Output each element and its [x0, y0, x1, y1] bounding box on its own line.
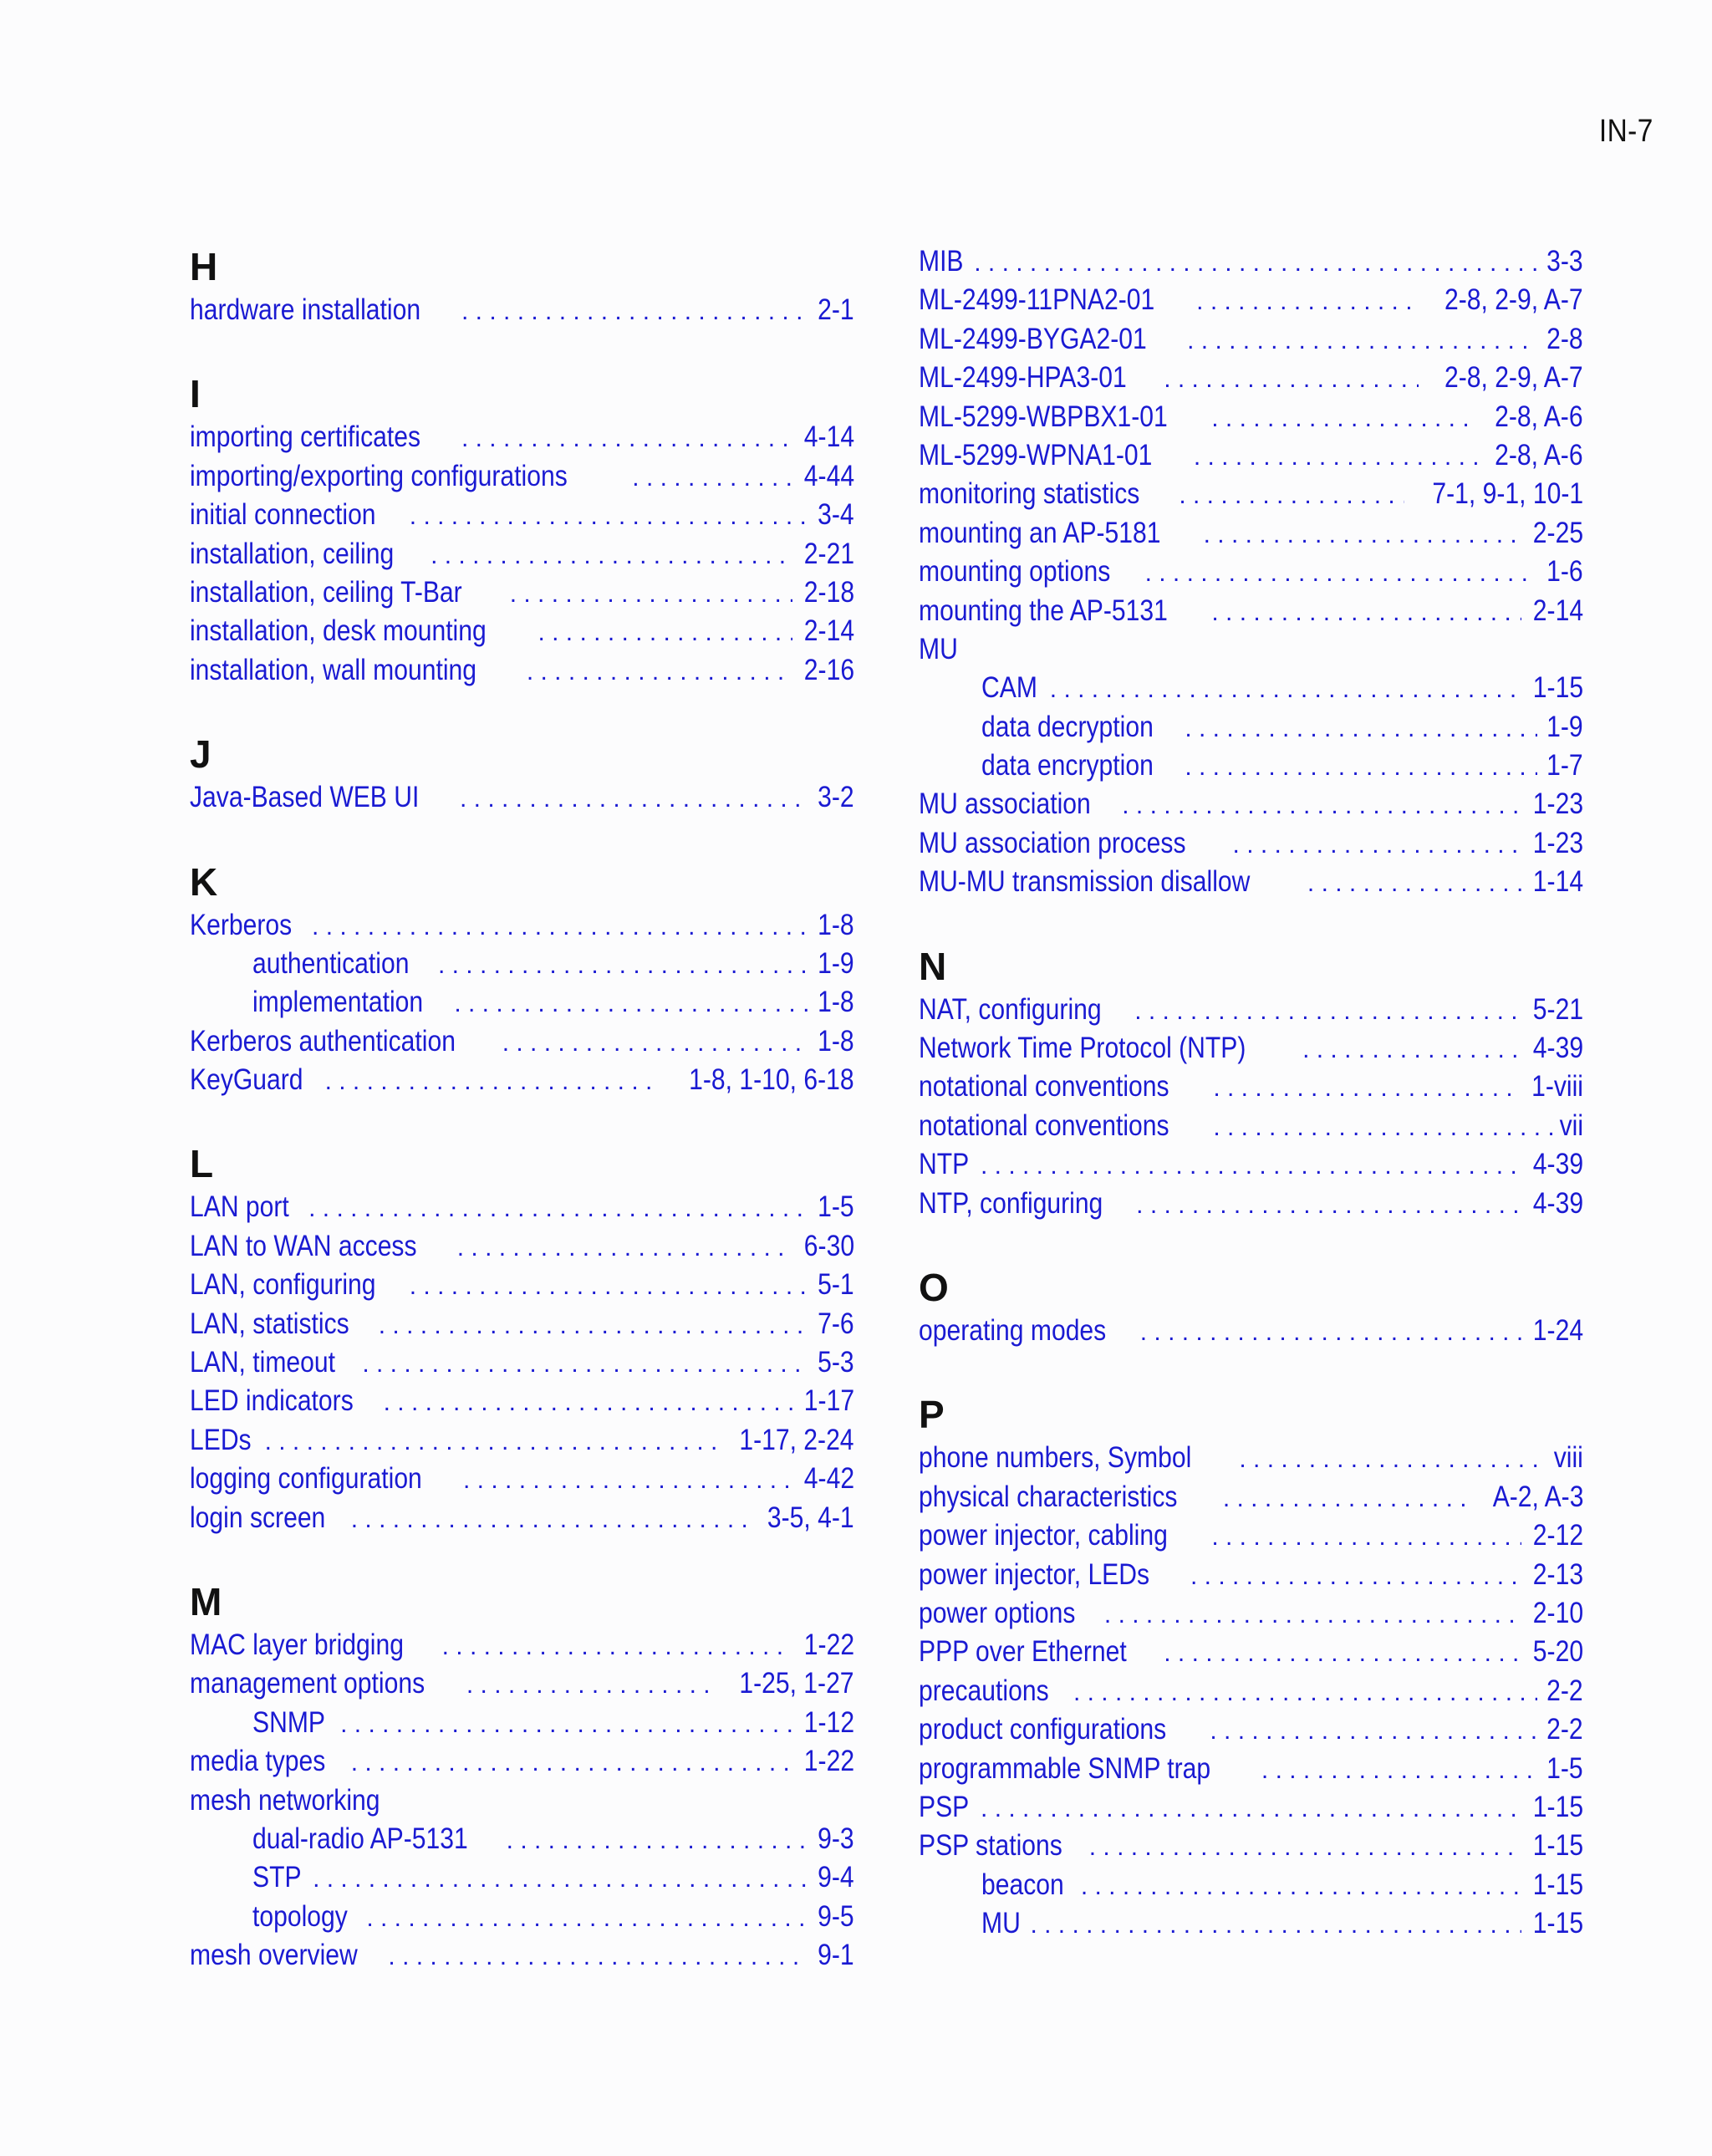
- index-page-refs[interactable]: 1-viii: [1531, 1070, 1583, 1103]
- index-page-refs[interactable]: 1-24: [1532, 1313, 1583, 1347]
- index-term[interactable]: power injector, LEDs: [919, 1557, 1150, 1591]
- page-number: IN-7: [1599, 114, 1653, 149]
- index-term[interactable]: media types: [190, 1745, 326, 1778]
- index-entry[interactable]: [919, 630, 1583, 669]
- index-term[interactable]: management options: [190, 1667, 425, 1700]
- index-page-refs[interactable]: 2-2: [1546, 1674, 1583, 1707]
- index-entry[interactable]: [190, 573, 854, 612]
- index-page-refs[interactable]: 6-30: [803, 1229, 854, 1262]
- dot-leader: [454, 985, 808, 1022]
- index-column-right: [919, 242, 1583, 1943]
- index-term[interactable]: Network Time Protocol (NTP): [919, 1032, 1246, 1065]
- index-subentry[interactable]: [190, 1704, 854, 1742]
- index-entry[interactable]: [190, 1022, 854, 1061]
- index-page-refs[interactable]: 1-15: [1532, 1829, 1583, 1863]
- index-entry[interactable]: [919, 1556, 1583, 1594]
- index-term[interactable]: mounting an AP-5181: [919, 516, 1161, 549]
- index-entry[interactable]: [919, 320, 1583, 359]
- index-term[interactable]: Java-Based WEB UI: [190, 781, 420, 814]
- index-entry[interactable]: [190, 1626, 854, 1664]
- index-term[interactable]: installation, desk mounting: [190, 614, 487, 648]
- index-entry[interactable]: [190, 457, 854, 496]
- index-page-refs[interactable]: 4-44: [803, 459, 854, 492]
- index-page-refs[interactable]: 1-15: [1532, 1790, 1583, 1823]
- index-term[interactable]: logging configuration: [190, 1462, 422, 1496]
- index-term[interactable]: phone numbers, Symbol: [919, 1441, 1192, 1475]
- index-entry[interactable]: [190, 1781, 854, 1820]
- dot-leader: [1140, 1313, 1521, 1350]
- index-page-refs[interactable]: 1-15: [1532, 1907, 1583, 1940]
- dot-leader: [1030, 1906, 1521, 1943]
- dot-leader: [981, 1790, 1521, 1827]
- index-term[interactable]: Kerberos authentication: [190, 1024, 456, 1058]
- index-term[interactable]: installation, ceiling: [190, 537, 395, 570]
- index-page-refs[interactable]: 2-18: [803, 575, 854, 609]
- index-term[interactable]: PSP stations: [919, 1829, 1062, 1863]
- index-term[interactable]: authentication: [252, 946, 410, 980]
- index-page-refs[interactable]: 9-3: [818, 1822, 854, 1855]
- index-page-refs[interactable]: 2-8, 2-9, A-7: [1444, 361, 1583, 395]
- dot-leader: [502, 1024, 809, 1061]
- index-page-refs[interactable]: 4-14: [803, 420, 854, 454]
- index-page-refs[interactable]: 5-3: [818, 1346, 854, 1379]
- index-page-refs[interactable]: A-2, A-3: [1492, 1480, 1583, 1513]
- index-entry[interactable]: [190, 1305, 854, 1343]
- dot-leader: [325, 1063, 660, 1099]
- dot-leader: [1164, 1634, 1521, 1671]
- index-term[interactable]: LAN port: [190, 1190, 289, 1224]
- index-term[interactable]: MAC layer bridging: [190, 1628, 404, 1661]
- index-letter-heading: H: [190, 245, 218, 288]
- index-page-refs[interactable]: 7-6: [818, 1307, 854, 1340]
- index-term[interactable]: mounting the AP-5131: [919, 594, 1168, 627]
- index-entry[interactable]: [190, 651, 854, 690]
- index-term[interactable]: mesh networking: [190, 1783, 380, 1817]
- index-page-refs[interactable]: 1-22: [803, 1628, 854, 1661]
- index-term[interactable]: data encryption: [981, 749, 1154, 782]
- index-entry[interactable]: [190, 778, 854, 817]
- index-term[interactable]: LEDs: [190, 1423, 252, 1456]
- dot-leader: [438, 946, 808, 983]
- index-entry[interactable]: [919, 1107, 1583, 1145]
- index-page-refs[interactable]: 1-9: [1546, 710, 1583, 743]
- dot-leader: [457, 1229, 792, 1266]
- dot-leader: [1179, 477, 1404, 513]
- index-term[interactable]: LAN to WAN access: [190, 1229, 417, 1262]
- index-page-refs[interactable]: 3-4: [818, 498, 854, 532]
- dot-leader: [460, 780, 808, 817]
- index-term[interactable]: power options: [919, 1596, 1076, 1629]
- dot-leader: [1211, 1518, 1521, 1555]
- index-page-refs[interactable]: 1-15: [1532, 1868, 1583, 1901]
- index-entry[interactable]: [919, 475, 1583, 513]
- index-entry[interactable]: [919, 1145, 1583, 1184]
- index-page-refs[interactable]: 9-5: [818, 1899, 854, 1933]
- index-term[interactable]: importing/exporting configurations: [190, 459, 568, 492]
- index-letter-heading: L: [190, 1142, 214, 1186]
- dot-leader: [312, 908, 808, 945]
- index-subentry[interactable]: [919, 669, 1583, 707]
- index-entry[interactable]: [919, 1439, 1583, 1477]
- index-subentry[interactable]: [190, 945, 854, 983]
- index-page-refs[interactable]: 2-13: [1532, 1557, 1583, 1591]
- index-term[interactable]: CAM: [981, 671, 1037, 705]
- index-page-refs[interactable]: 1-8: [818, 908, 854, 941]
- index-term[interactable]: LAN, timeout: [190, 1346, 335, 1379]
- index-page-refs[interactable]: 2-16: [803, 653, 854, 686]
- dot-leader: [431, 537, 792, 573]
- dot-leader: [1050, 670, 1521, 707]
- index-entry[interactable]: [919, 1672, 1583, 1710]
- index-term[interactable]: LAN, statistics: [190, 1307, 349, 1340]
- index-letter-heading: J: [190, 732, 211, 777]
- dot-leader: [1187, 322, 1537, 359]
- dot-leader: [527, 653, 792, 690]
- index-page-refs[interactable]: 2-25: [1532, 516, 1583, 549]
- index-term[interactable]: physical characteristics: [919, 1480, 1178, 1513]
- index-term[interactable]: MIB: [919, 245, 964, 278]
- index-entry[interactable]: [919, 1633, 1583, 1671]
- index-term[interactable]: precautions: [919, 1674, 1049, 1707]
- index-page-refs[interactable]: 3-2: [818, 781, 854, 814]
- index-subentry[interactable]: [919, 747, 1583, 785]
- dot-leader: [1190, 1557, 1521, 1594]
- index-entry[interactable]: [919, 398, 1583, 436]
- index-entry[interactable]: [919, 991, 1583, 1029]
- dot-leader: [461, 293, 808, 329]
- dot-leader: [442, 1628, 792, 1664]
- index-page-refs[interactable]: 1-9: [818, 946, 854, 980]
- dot-leader: [362, 1345, 808, 1382]
- index-term[interactable]: topology: [252, 1899, 348, 1933]
- dot-leader: [1185, 710, 1537, 747]
- index-entry[interactable]: [190, 1188, 854, 1226]
- index-term[interactable]: programmable SNMP trap: [919, 1751, 1211, 1785]
- index-term[interactable]: notational conventions: [919, 1109, 1169, 1142]
- index-entry[interactable]: [919, 1827, 1583, 1865]
- index-subentry[interactable]: [190, 1820, 854, 1858]
- dot-leader: [463, 1461, 792, 1498]
- dot-leader: [1185, 748, 1537, 785]
- index-page-refs[interactable]: 1-15: [1532, 671, 1583, 705]
- index-entry[interactable]: [190, 1061, 854, 1099]
- index-letter-heading: M: [190, 1579, 222, 1623]
- dot-leader: [466, 1666, 718, 1703]
- dot-leader: [1211, 594, 1521, 630]
- index-entry[interactable]: [190, 291, 854, 329]
- index-term[interactable]: mounting options: [919, 555, 1111, 589]
- dot-leader: [1302, 1031, 1521, 1068]
- index-page-refs[interactable]: 2-14: [1532, 594, 1583, 627]
- index-entry[interactable]: [190, 1664, 854, 1703]
- index-page-refs[interactable]: 5-1: [818, 1268, 854, 1302]
- index-term[interactable]: MU: [981, 1907, 1021, 1940]
- index-entry[interactable]: [919, 785, 1583, 823]
- index-page-refs[interactable]: vii: [1559, 1109, 1583, 1142]
- index-term[interactable]: login screen: [190, 1501, 326, 1534]
- index-term[interactable]: importing certificates: [190, 420, 421, 454]
- index-page-refs[interactable]: 2-21: [803, 537, 854, 570]
- index-subentry[interactable]: [919, 708, 1583, 747]
- index-entry[interactable]: [190, 1936, 854, 1975]
- index-subentry[interactable]: [190, 983, 854, 1022]
- index-term[interactable]: initial connection: [190, 498, 376, 532]
- index-term[interactable]: NTP, configuring: [919, 1186, 1103, 1220]
- dot-leader: [351, 1744, 792, 1781]
- index-entry[interactable]: [190, 496, 854, 534]
- index-term[interactable]: LAN, configuring: [190, 1268, 376, 1302]
- index-column-left: [190, 242, 854, 1975]
- index-subentry[interactable]: [919, 1904, 1583, 1943]
- index-page-refs[interactable]: 3-3: [1546, 245, 1583, 278]
- index-term[interactable]: beacon: [981, 1868, 1064, 1901]
- dot-leader: [1136, 1186, 1521, 1223]
- dot-leader: [1196, 283, 1419, 319]
- index-entry[interactable]: [919, 1594, 1583, 1633]
- index-entry[interactable]: [919, 242, 1583, 281]
- index-entry[interactable]: [919, 863, 1583, 901]
- index-page-refs[interactable]: 4-39: [1532, 1032, 1583, 1065]
- dot-leader: [1122, 787, 1521, 823]
- index-page-refs[interactable]: 1-8: [818, 1024, 854, 1058]
- index-entry[interactable]: [919, 1478, 1583, 1516]
- index-page-refs[interactable]: 1-25, 1-27: [739, 1667, 854, 1700]
- index-term[interactable]: MU: [919, 632, 958, 665]
- dot-leader: [1089, 1828, 1521, 1865]
- dot-leader: [384, 1384, 792, 1420]
- index-term[interactable]: MU association process: [919, 826, 1186, 859]
- index-term[interactable]: PSP: [919, 1790, 970, 1823]
- index-page-refs[interactable]: 1-5: [1546, 1751, 1583, 1785]
- index-entry[interactable]: [919, 1750, 1583, 1788]
- dot-leader: [1213, 1069, 1520, 1106]
- index-entry[interactable]: [919, 1312, 1583, 1350]
- index-page-refs[interactable]: 2-2: [1546, 1713, 1583, 1746]
- index-page-refs[interactable]: 4-39: [1532, 1186, 1583, 1220]
- index-term[interactable]: ML-2499-BYGA2-01: [919, 322, 1147, 355]
- dot-leader: [974, 244, 1537, 281]
- index-term[interactable]: Kerberos: [190, 908, 293, 941]
- index-entry[interactable]: [919, 281, 1583, 319]
- index-page-refs[interactable]: 4-39: [1532, 1148, 1583, 1181]
- dot-leader: [1211, 400, 1477, 436]
- index-letter-heading: N: [919, 944, 947, 988]
- index-subentry[interactable]: [919, 1866, 1583, 1904]
- index-entry[interactable]: [190, 1343, 854, 1382]
- index-term[interactable]: ML-2499-11PNA2-01: [919, 283, 1155, 317]
- dot-leader: [1204, 516, 1521, 553]
- index-page-refs[interactable]: 5-20: [1532, 1635, 1583, 1669]
- dot-leader: [313, 1860, 808, 1897]
- index-page-refs[interactable]: 1-23: [1532, 826, 1583, 859]
- dot-leader: [379, 1307, 809, 1343]
- dot-leader: [410, 497, 809, 534]
- dot-leader: [340, 1705, 792, 1742]
- index-entry[interactable]: [190, 1742, 854, 1781]
- index-page-refs[interactable]: 9-1: [818, 1939, 854, 1972]
- index-page-refs[interactable]: 1-7: [1546, 749, 1583, 782]
- dot-leader: [308, 1190, 808, 1226]
- index-term[interactable]: implementation: [252, 986, 424, 1019]
- index-term[interactable]: operating modes: [919, 1313, 1107, 1347]
- index-page-refs[interactable]: 1-5: [818, 1190, 854, 1224]
- dot-leader: [1164, 360, 1419, 397]
- index-letter-heading: P: [919, 1393, 945, 1437]
- index-subentry[interactable]: [190, 1898, 854, 1936]
- dot-leader: [1081, 1868, 1521, 1904]
- index-entry[interactable]: [190, 1227, 854, 1266]
- index-entry[interactable]: [919, 436, 1583, 475]
- index-page-refs[interactable]: 9-4: [818, 1861, 854, 1894]
- dot-leader: [1233, 826, 1521, 863]
- index-term[interactable]: ML-2499-HPA3-01: [919, 361, 1127, 395]
- index-page-refs[interactable]: 1-8, 1-10, 6-18: [689, 1063, 854, 1097]
- dot-leader: [366, 1899, 808, 1936]
- dot-leader: [538, 614, 792, 650]
- index-entry[interactable]: [919, 553, 1583, 591]
- index-entry[interactable]: [190, 1266, 854, 1304]
- dot-leader: [1239, 1440, 1546, 1477]
- dot-leader: [1213, 1109, 1552, 1145]
- index-entry[interactable]: [190, 1460, 854, 1498]
- index-page-refs[interactable]: 1-23: [1532, 787, 1583, 821]
- index-entry[interactable]: [919, 514, 1583, 553]
- index-page-refs[interactable]: 1-22: [803, 1745, 854, 1778]
- dot-leader: [1261, 1751, 1538, 1788]
- index-term[interactable]: SNMP: [252, 1705, 325, 1739]
- index-entry[interactable]: [190, 418, 854, 456]
- index-term[interactable]: MU-MU transmission disallow: [919, 865, 1251, 899]
- index-page-refs[interactable]: viii: [1553, 1441, 1583, 1475]
- index-entry[interactable]: [190, 1382, 854, 1420]
- index-page-refs[interactable]: 1-14: [1532, 865, 1583, 899]
- index-page-refs[interactable]: 2-8, A-6: [1495, 438, 1583, 471]
- index-term[interactable]: ML-5299-WBPBX1-01: [919, 400, 1168, 433]
- index-term[interactable]: KeyGuard: [190, 1063, 303, 1097]
- index-page-refs[interactable]: 2-8, A-6: [1495, 400, 1583, 433]
- index-letter-heading: K: [190, 859, 218, 904]
- index-term[interactable]: LED indicators: [190, 1384, 354, 1418]
- index-page-refs[interactable]: 2-12: [1532, 1519, 1583, 1552]
- dot-leader: [510, 575, 792, 612]
- index-letter-heading: O: [919, 1265, 949, 1309]
- index-term[interactable]: ML-5299-WPNA1-01: [919, 438, 1153, 471]
- dot-leader: [1104, 1596, 1521, 1633]
- index-term[interactable]: notational conventions: [919, 1070, 1169, 1103]
- index-term[interactable]: power injector, cabling: [919, 1519, 1168, 1552]
- dot-leader: [461, 420, 792, 456]
- dot-leader: [351, 1501, 751, 1537]
- index-page-refs[interactable]: 2-1: [818, 293, 854, 326]
- index-page-refs[interactable]: 2-8: [1546, 322, 1583, 355]
- dot-leader: [1210, 1712, 1537, 1749]
- dot-leader: [1307, 864, 1521, 901]
- index-entry[interactable]: [919, 1710, 1583, 1749]
- index-term[interactable]: monitoring statistics: [919, 477, 1140, 511]
- dot-leader: [981, 1147, 1521, 1184]
- dot-leader: [410, 1267, 809, 1304]
- dot-leader: [1194, 438, 1478, 475]
- index-term[interactable]: dual-radio AP-5131: [252, 1822, 468, 1855]
- dot-leader: [1134, 992, 1521, 1029]
- index-entry[interactable]: [190, 906, 854, 945]
- index-subentry[interactable]: [190, 1858, 854, 1897]
- index-entry[interactable]: [190, 1421, 854, 1460]
- index-page-refs[interactable]: 1-6: [1546, 555, 1583, 589]
- index-page-refs[interactable]: 4-42: [803, 1462, 854, 1496]
- index-page-refs[interactable]: 2-8, 2-9, A-7: [1444, 283, 1583, 317]
- index-page-refs[interactable]: 1-12: [803, 1705, 854, 1739]
- dot-leader: [1073, 1674, 1537, 1710]
- index-page-refs[interactable]: 1-17: [803, 1384, 854, 1418]
- index-term[interactable]: NAT, configuring: [919, 992, 1102, 1026]
- index-page-refs[interactable]: 2-10: [1532, 1596, 1583, 1629]
- index-entry[interactable]: [919, 1029, 1583, 1068]
- index-page-refs[interactable]: 1-17, 2-24: [739, 1423, 854, 1456]
- index-entry[interactable]: [919, 592, 1583, 630]
- dot-leader: [265, 1423, 718, 1460]
- index-term[interactable]: installation, ceiling T-Bar: [190, 575, 462, 609]
- index-term[interactable]: PPP over Ethernet: [919, 1635, 1127, 1669]
- index-term[interactable]: data decryption: [981, 710, 1154, 743]
- index-page-refs[interactable]: 1-8: [818, 986, 854, 1019]
- index-page-refs[interactable]: 3-5, 4-1: [767, 1501, 854, 1534]
- index-entry[interactable]: [919, 1185, 1583, 1223]
- index-term[interactable]: installation, wall mounting: [190, 653, 476, 686]
- index-entry[interactable]: [190, 612, 854, 650]
- index-term[interactable]: MU association: [919, 787, 1091, 821]
- index-page-refs[interactable]: 2-14: [803, 614, 854, 648]
- index-entry[interactable]: [190, 535, 854, 573]
- index-term[interactable]: product configurations: [919, 1713, 1167, 1746]
- index-page-refs[interactable]: 5-21: [1532, 992, 1583, 1026]
- index-term[interactable]: STP: [252, 1861, 302, 1894]
- dot-leader: [507, 1822, 809, 1858]
- dot-leader: [388, 1938, 808, 1975]
- dot-leader: [632, 459, 792, 496]
- index-page-refs[interactable]: 7-1, 9-1, 10-1: [1432, 477, 1583, 511]
- index-term[interactable]: NTP: [919, 1148, 970, 1181]
- index-entry[interactable]: [190, 1499, 854, 1537]
- index-entry[interactable]: [919, 1068, 1583, 1106]
- index-entry[interactable]: [919, 824, 1583, 863]
- index-letter-heading: I: [190, 372, 201, 416]
- index-entry[interactable]: [919, 1516, 1583, 1555]
- index-term[interactable]: hardware installation: [190, 293, 421, 326]
- index-entry[interactable]: [919, 1788, 1583, 1827]
- index-entry[interactable]: [919, 359, 1583, 397]
- index-term[interactable]: mesh overview: [190, 1939, 358, 1972]
- dot-leader: [1145, 554, 1538, 591]
- dot-leader: [1223, 1480, 1475, 1516]
